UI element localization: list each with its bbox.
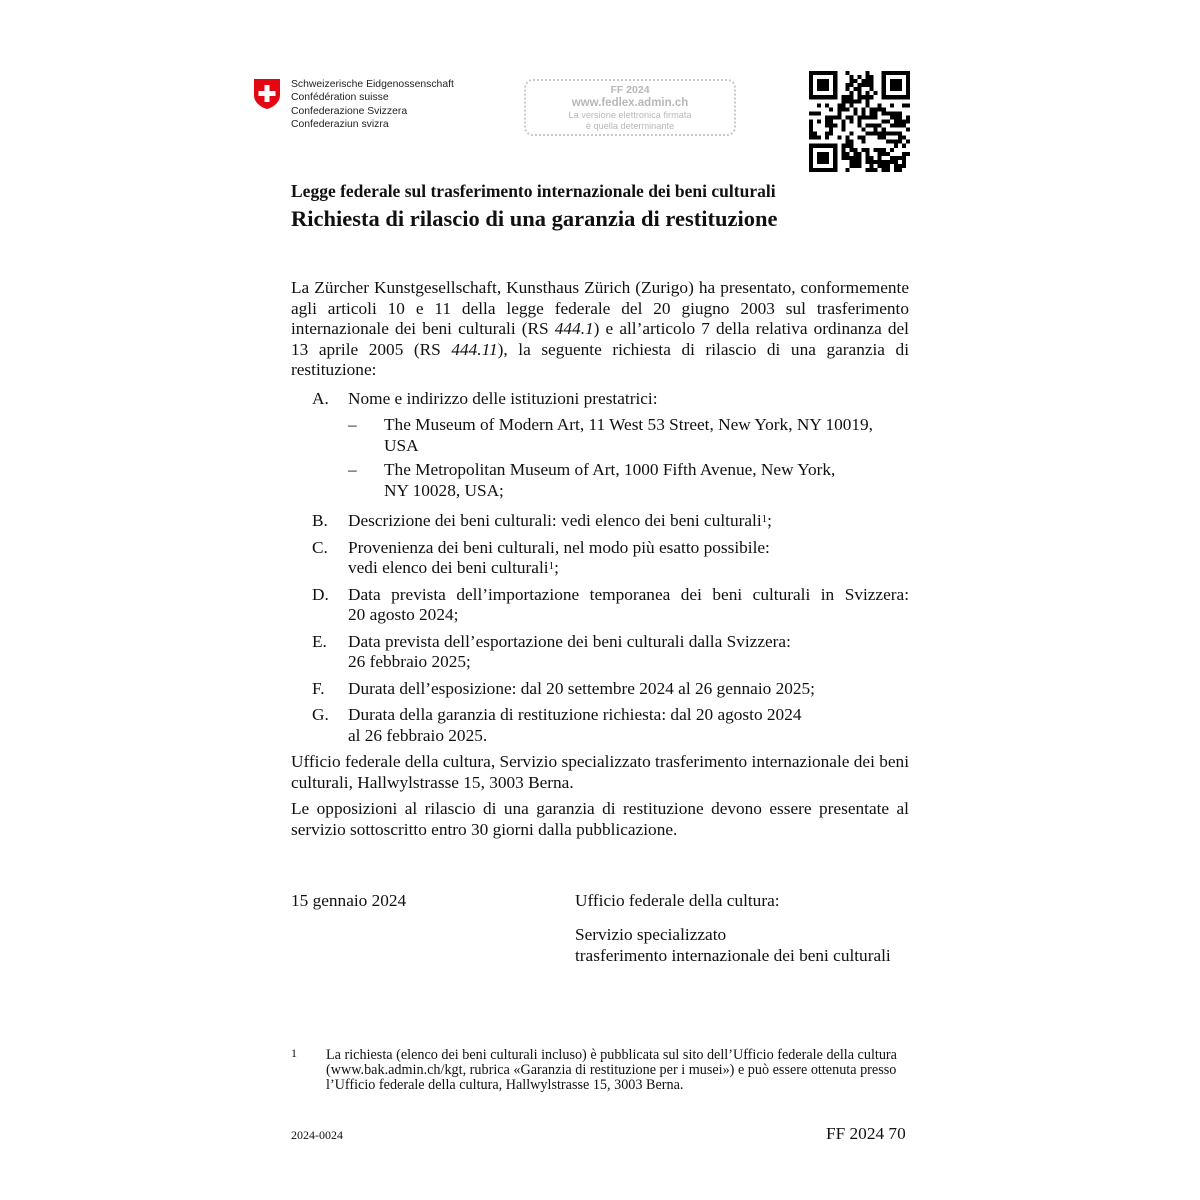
stamp-line-3: La versione elettronica firmata <box>568 110 692 120</box>
rs-number-1: 444.1 <box>554 319 594 338</box>
lender-item-2 <box>291 460 909 501</box>
list-dash: – <box>348 460 357 479</box>
document-body <box>291 278 909 840</box>
signature-unit <box>575 925 891 966</box>
lender-text-line-2: NY 10028, USA; <box>384 480 504 500</box>
list-text: Durata dell’esposizione: dal 20 settembre 2024 al 26 gennaio 2025; <box>348 678 815 698</box>
list-letter: E. <box>312 631 327 651</box>
agency-line-it: Confederazione Svizzera <box>291 105 408 117</box>
document-date: 15 gennaio 2024 <box>291 891 407 910</box>
list-item-f <box>291 679 909 700</box>
agency-line-de: Schweizerische Eidgenossenschaft <box>291 79 454 90</box>
list-letter: B. <box>312 511 328 530</box>
swiss-cross-icon <box>253 78 281 110</box>
list-text-line-1: Data prevista dell’importazione temporanea dei beni culturali in Svizzera: <box>348 584 909 604</box>
footnote-text: La richiesta (elenco dei beni culturali incluso) è pubblicata sul sito dell’Ufficio federale della cultura (www.bak.admin.ch/kgt, rubrica «Garanzia di restituzione per i musei») e può essere ottenuta presso l’Ufficio federale della cultura, Hallwylstrasse 15, 3003 Berna. <box>326 1047 897 1093</box>
signature-office: Ufficio federale della cultura: <box>575 891 780 910</box>
list-text-line-2: 20 agosto 2024; <box>348 605 459 624</box>
list-text-end: ; <box>767 511 772 530</box>
stamp-line-2: www.fedlex.admin.ch <box>571 97 689 109</box>
list-item-e <box>291 632 909 673</box>
list-letter: G. <box>312 705 329 724</box>
list-item-b <box>291 511 909 532</box>
list-letter: A. <box>312 388 329 408</box>
page-title: Richiesta di rilascio di una garanzia di restituzione <box>291 206 778 231</box>
signature-unit-line-1: Servizio specializzato <box>575 925 727 944</box>
list-text-line-2: 26 febbraio 2025; <box>348 652 471 671</box>
office-address-paragraph: Ufficio federale della cultura, Servizio specializzato trasferimento internazionale dei beni culturali, Hallwylstrasse 15, 3003 Berna. <box>291 752 909 792</box>
list-text-end: ; <box>554 558 559 577</box>
agency-line-fr: Confédération suisse <box>291 92 389 104</box>
list-text-line-2: vedi elenco dei beni culturali <box>348 558 549 577</box>
list-text: Descrizione dei beni culturali: vedi elenco dei beni culturali <box>348 511 762 530</box>
stamp-line-4: è quella determinante <box>585 121 675 131</box>
publication-stamp <box>524 79 736 136</box>
lender-item-1 <box>291 415 909 456</box>
footnote-number: 1 <box>291 1046 297 1060</box>
intro-paragraph <box>291 278 909 381</box>
footnote-ref[interactable]: 1 <box>548 560 555 572</box>
list-letter: F. <box>312 678 325 698</box>
list-text-line-1: Provenienza dei beni culturali, nel modo più esatto possibile: <box>348 537 770 557</box>
lender-text: The Museum of Modern Art, 11 West 53 Street, New York, NY 10019, USA <box>384 415 874 455</box>
list-item-g <box>291 705 909 746</box>
list-item-d <box>291 585 909 626</box>
agency-name-block <box>291 78 454 132</box>
intro-text-2: ) e all’articolo 7 della relativa ordinanza del 13 aprile 2005 (RS <box>291 319 909 359</box>
objections-paragraph: Le opposizioni al rilascio di una garanzia di restituzione devono essere presentate al servizio sottoscritto entro 30 giorni dalla pubblicazione. <box>291 799 909 839</box>
intro-text-1: La Zürcher Kunstgesellschaft, Kunsthaus Zürich (Zurigo) ha presentato, conformemente agli articoli 10 e 11 della legge federale del 20 giugno 2003 sul trasferimento internazionale dei beni culturali (RS <box>291 278 909 338</box>
list-text-line-1: Data prevista dell’esportazione dei beni culturali dalla Svizzera: <box>348 631 791 651</box>
intro-text-3: ), la seguente richiesta di rilascio di una garanzia di restituzione: <box>291 339 909 379</box>
ff-reference: FF 2024 70 <box>826 1124 906 1143</box>
list-text-line-2: al 26 febbraio 2025. <box>348 725 488 745</box>
signature-unit-line-2: trasferimento internazionale dei beni culturali <box>575 945 891 965</box>
stamp-line-1: FF 2024 <box>610 84 650 96</box>
agency-line-rm: Confederaziun svizra <box>291 119 389 131</box>
list-item-c <box>291 538 909 579</box>
qr-code-icon <box>809 71 910 172</box>
document-number: 2024-0024 <box>291 1128 343 1142</box>
list-text: Nome e indirizzo delle istituzioni prestatrici: <box>348 388 658 408</box>
list-item-a <box>291 389 909 410</box>
footnote-ref[interactable]: 1 <box>761 513 768 525</box>
list-dash: – <box>348 415 357 434</box>
list-letter: D. <box>312 584 329 604</box>
lender-text-line-1: The Metropolitan Museum of Art, 1000 Fifth Avenue, New York, <box>384 460 836 479</box>
law-title: Legge federale sul trasferimento internazionale dei beni culturali <box>291 181 776 201</box>
list-text-line-1: Durata della garanzia di restituzione richiesta: dal 20 agosto 2024 <box>348 705 802 724</box>
list-letter: C. <box>312 537 328 557</box>
rs-number-2: 444.11 <box>451 339 498 359</box>
